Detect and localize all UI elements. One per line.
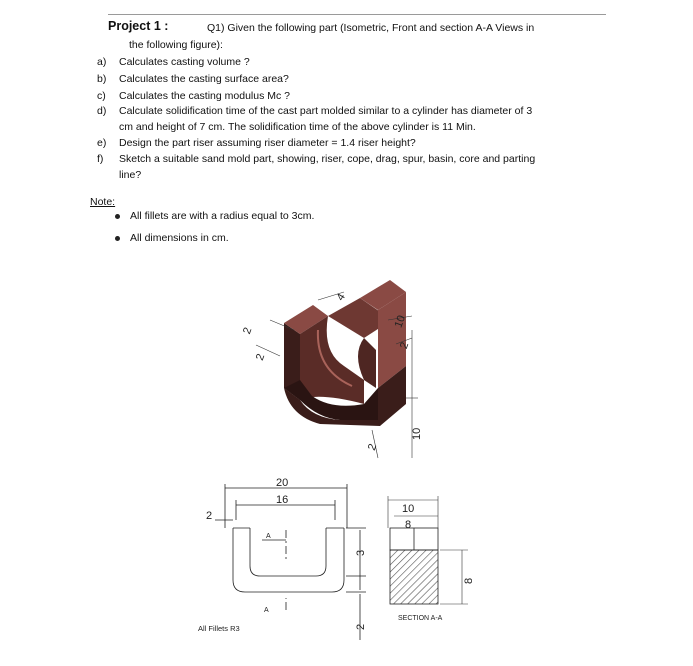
front-dim-3: 3 (355, 549, 367, 556)
front-dim-16: 16 (276, 494, 289, 506)
iso-dim-2d: 2 (365, 442, 380, 453)
iso-dim-4: 4 (334, 291, 348, 303)
iso-dim-2b: 2 (253, 352, 268, 363)
project-label: Project 1 : (108, 19, 169, 33)
front-dim-2b: 2 (355, 623, 367, 630)
question-line-1: Q1) Given the following part (Isometric, Front and section A-A Views in (207, 22, 535, 34)
section-view (388, 496, 468, 604)
item-f-text-1: Sketch a suitable sand mold part, showing, riser, cope, drag, spur, basin, core and parting (119, 153, 536, 165)
item-letter-f: f) (97, 153, 104, 165)
front-dim-20: 20 (276, 477, 289, 489)
item-letter-e: e) (97, 137, 107, 149)
item-d-text-2: cm and height of 7 cm. The solidification time of the above cylinder is 11 Min. (119, 121, 476, 133)
item-c-text: Calculates the casting modulus Mc ? (119, 90, 290, 102)
item-letter-a: a) (97, 56, 107, 68)
section-label: SECTION A-A (398, 615, 443, 622)
section-dim-8v: 8 (463, 577, 475, 584)
fillet-note: All Fillets R3 (198, 624, 240, 633)
iso-dim-2c: 2 (397, 340, 412, 351)
note-bullet-2: All dimensions in cm. (130, 232, 229, 244)
item-a-text: Calculates casting volume ? (119, 56, 250, 68)
front-dim-2: 2 (206, 510, 213, 522)
section-dim-10: 10 (402, 503, 415, 515)
front-view (215, 484, 366, 640)
item-b-text: Calculates the casting surface area? (119, 73, 289, 85)
item-f-text-2: line? (119, 169, 142, 181)
item-letter-d: d) (97, 105, 107, 117)
section-arrow-a-bottom: A (264, 607, 269, 614)
iso-dim-10a: 10 (392, 313, 408, 330)
item-letter-c: c) (97, 90, 106, 102)
note-heading: Note: (90, 196, 116, 208)
item-e-text: Design the part riser assuming riser diameter = 1.4 riser height? (119, 137, 416, 149)
item-letter-b: b) (97, 73, 107, 85)
iso-dim-10b: 10 (411, 427, 423, 440)
item-d-text-1: Calculate solidification time of the cast part molded similar to a cylinder has diameter of 3 (119, 105, 533, 117)
note-bullet-1: All fillets are with a radius equal to 3cm. (130, 210, 315, 222)
question-line-2: the following figure): (129, 39, 223, 51)
section-arrow-a-top: A (266, 533, 271, 540)
section-dim-8: 8 (405, 519, 412, 531)
iso-dim-2a: 2 (240, 325, 255, 336)
